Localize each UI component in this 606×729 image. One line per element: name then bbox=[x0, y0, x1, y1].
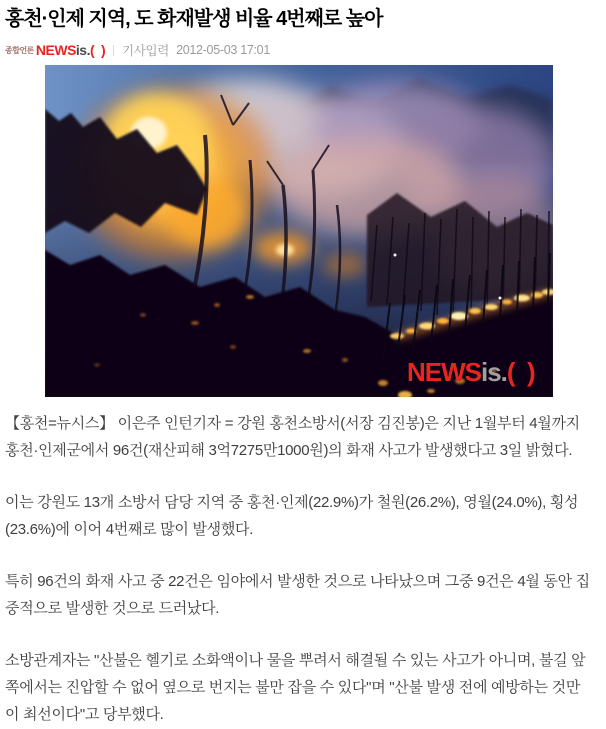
paragraph-4: 소방관계자는 "산불은 헬기로 소화액이나 물을 뿌려서 해결될 수 있는 사고가 아니며, 불길 앞쪽에서는 진압할 수 없어 옆으로 번지는 불만 잡을 수 있다"며 "산불 발생 전에 예방하는 것만이 최선이다"고 당부했다. bbox=[5, 652, 586, 723]
paragraph-3: 특히 96건의 화재 사고 중 22건은 임야에서 발생한 것으로 나타났으며 그중 9건은 4월 동안 집중적으로 발생한 것으로 드러났다. bbox=[5, 573, 590, 617]
watermark-is-text: is. bbox=[481, 357, 507, 387]
meta-divider: | bbox=[112, 44, 115, 56]
paragraph-1: 【홍천=뉴시스】 이은주 인턴기자 = 강원 홍천소방서(서장 김진봉)은 지난 1월부터 4월까지 홍천·인제군에서 96건(재산피해 3억7275만1000원)의 화재 사고가 발생했다고 3일 밝혔다. bbox=[5, 415, 580, 459]
published-label: 기사입력 bbox=[121, 44, 170, 58]
logo-is-text: is. bbox=[75, 42, 90, 58]
article-photo bbox=[45, 65, 553, 397]
article-body bbox=[0, 397, 606, 728]
wildfire-photo-illustration bbox=[45, 65, 553, 397]
published-datetime: 2012-05-03 17:01 bbox=[176, 43, 270, 57]
watermark-news-text: NEWS bbox=[407, 357, 481, 387]
agency-small-label: 종합언론 bbox=[5, 45, 34, 55]
logo-paren-text: ( ) bbox=[90, 42, 106, 58]
article-meta bbox=[5, 41, 606, 59]
headline: 홍천·인제 지역, 도 화재발생 비율 4번째로 높아 bbox=[5, 8, 383, 30]
paragraph-2: 이는 강원도 13개 소방서 담당 지역 중 홍천·인제(22.9%)가 철원(26.2%), 영월(24.0%), 횡성(23.6%)에 이어 4번째로 많이 발생했다. bbox=[5, 494, 579, 538]
logo-news-text: NEWS bbox=[35, 42, 76, 58]
photo-watermark bbox=[407, 357, 535, 387]
watermark-paren-text: ( ) bbox=[506, 357, 535, 387]
newsis-logo[interactable] bbox=[5, 42, 105, 58]
